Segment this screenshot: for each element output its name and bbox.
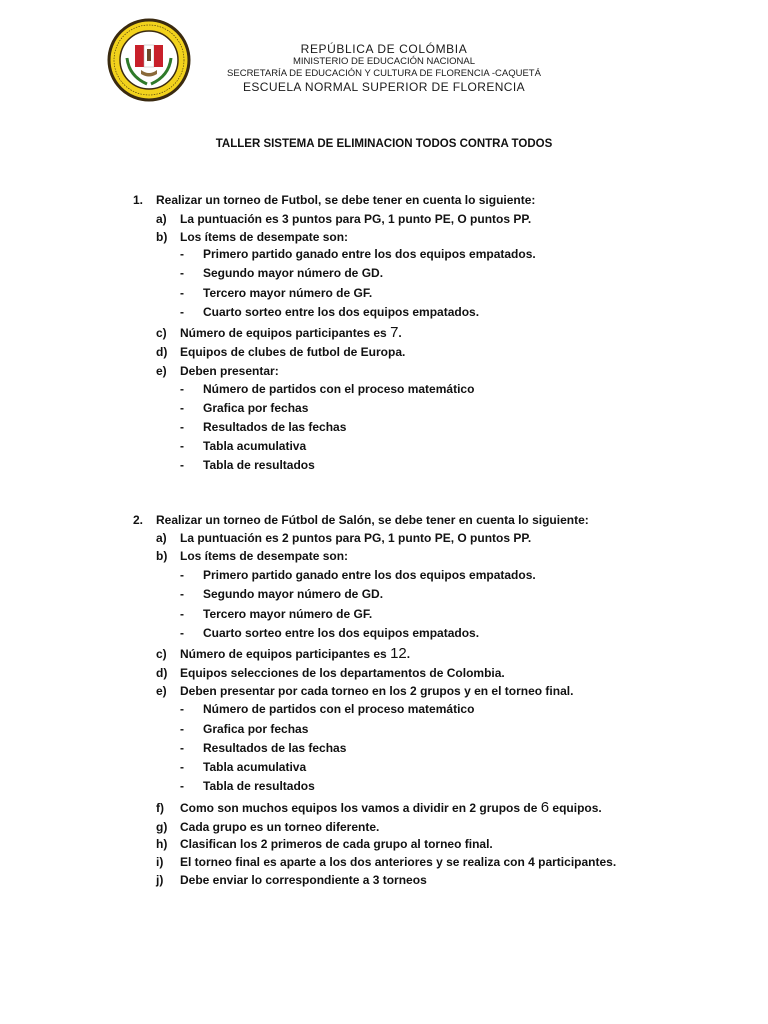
item-1-d: d) Equipos de clubes de futbol de Europa. [156,345,406,359]
item-2-h: h) Clasifican los 2 primeros de cada grupo al torneo final. [156,837,493,851]
secretariat-line: SECRETARÍA DE EDUCACIÓN Y CULTURA DE FLORENCIA -CAQUETÁ [227,68,541,79]
item-number: 1. [133,193,144,207]
school-seal-logo [107,18,191,102]
item-2-heading [0,511,768,529]
item-2-g: g) Cada grupo es un torneo diferente. [156,820,380,834]
item-2-c: c) Número de equipos participantes es 12. [156,645,411,662]
item-1-b: b) Los ítems de desempate son: [156,230,349,244]
ministry-line: MINISTERIO DE EDUCACIÓN NACIONAL [292,56,476,67]
group-size: 6 [540,799,550,816]
tiebreaker-item: - Primero partido ganado entre los dos equipos empatados. [180,247,536,261]
item-1-a: a) La puntuación es 3 puntos para PG, 1 punto PE, O puntos PP. [156,212,532,226]
item-1-heading [0,191,768,209]
deliverable-item: - Resultados de las fechas [180,741,347,755]
item-2-e: e) Deben presentar por cada torneo en los 2 grupos y en el torneo final. [156,684,574,698]
deliverable-item: - Tabla acumulativa [180,439,307,453]
tiebreaker-item: - Tercero mayor número de GF. [180,607,373,621]
deliverable-item: - Tabla acumulativa [180,760,307,774]
deliverable-item: - Grafica por fechas [180,401,309,415]
deliverable-item: - Grafica por fechas [180,722,309,736]
team-count: 12 [390,645,407,662]
item-2-d: d) Equipos selecciones de los departamentos de Colombia. [156,666,505,680]
deliverable-item: - Tabla de resultados [180,458,315,472]
item-2-j: j) Debe enviar lo correspondiente a 3 torneos [156,873,427,887]
page-title: TALLER SISTEMA DE ELIMINACION TODOS CONTRA TODOS [215,138,553,150]
item-1-c: c) Número de equipos participantes es 7. [156,324,402,341]
item-2-b: b) Los ítems de desempate son: [156,549,349,563]
tiebreaker-item: - Segundo mayor número de GD. [180,266,384,280]
item-1-e: e) Deben presentar: [156,364,279,378]
tiebreaker-item: - Tercero mayor número de GF. [180,286,373,300]
item-intro: Realizar un torneo de Fútbol de Salón, se debe tener en cuenta lo siguiente: [156,513,589,527]
country-line: REPÚBLICA DE COLÓMBIA [300,42,468,56]
school-name-line: ESCUELA NORMAL SUPERIOR DE FLORENCIA [242,80,525,94]
sport-name: Fútbol de Salón [281,513,372,527]
tiebreaker-item: - Primero partido ganado entre los dos equipos empatados. [180,568,536,582]
document-header [200,42,568,94]
tiebreaker-item: - Cuarto sorteo entre los dos equipos empatados. [180,626,480,640]
tiebreaker-item: - Segundo mayor número de GD. [180,587,384,601]
item-number: 2. [133,513,144,527]
tiebreaker-item: - Cuarto sorteo entre los dos equipos empatados. [180,305,480,319]
team-count: 7 [390,324,399,341]
deliverable-item: - Resultados de las fechas [180,420,347,434]
item-2-f: f) Como son muchos equipos los vamos a dividir en 2 grupos de 6 equipos. [156,799,602,816]
item-2-a: a) La puntuación es 2 puntos para PG, 1 punto PE, O puntos PP. [156,531,532,545]
deliverable-item: - Número de partidos con el proceso matemático [180,382,475,396]
deliverable-item: - Número de partidos con el proceso matemático [180,702,475,716]
item-2-i: i) El torneo final es aparte a los dos anteriores y se realiza con 4 participantes. [156,855,617,869]
deliverable-item: - Tabla de resultados [180,779,315,793]
item-intro: Realizar un torneo de Futbol, se debe tener en cuenta lo siguiente: [156,193,536,207]
sport-name: Futbol [281,193,319,207]
